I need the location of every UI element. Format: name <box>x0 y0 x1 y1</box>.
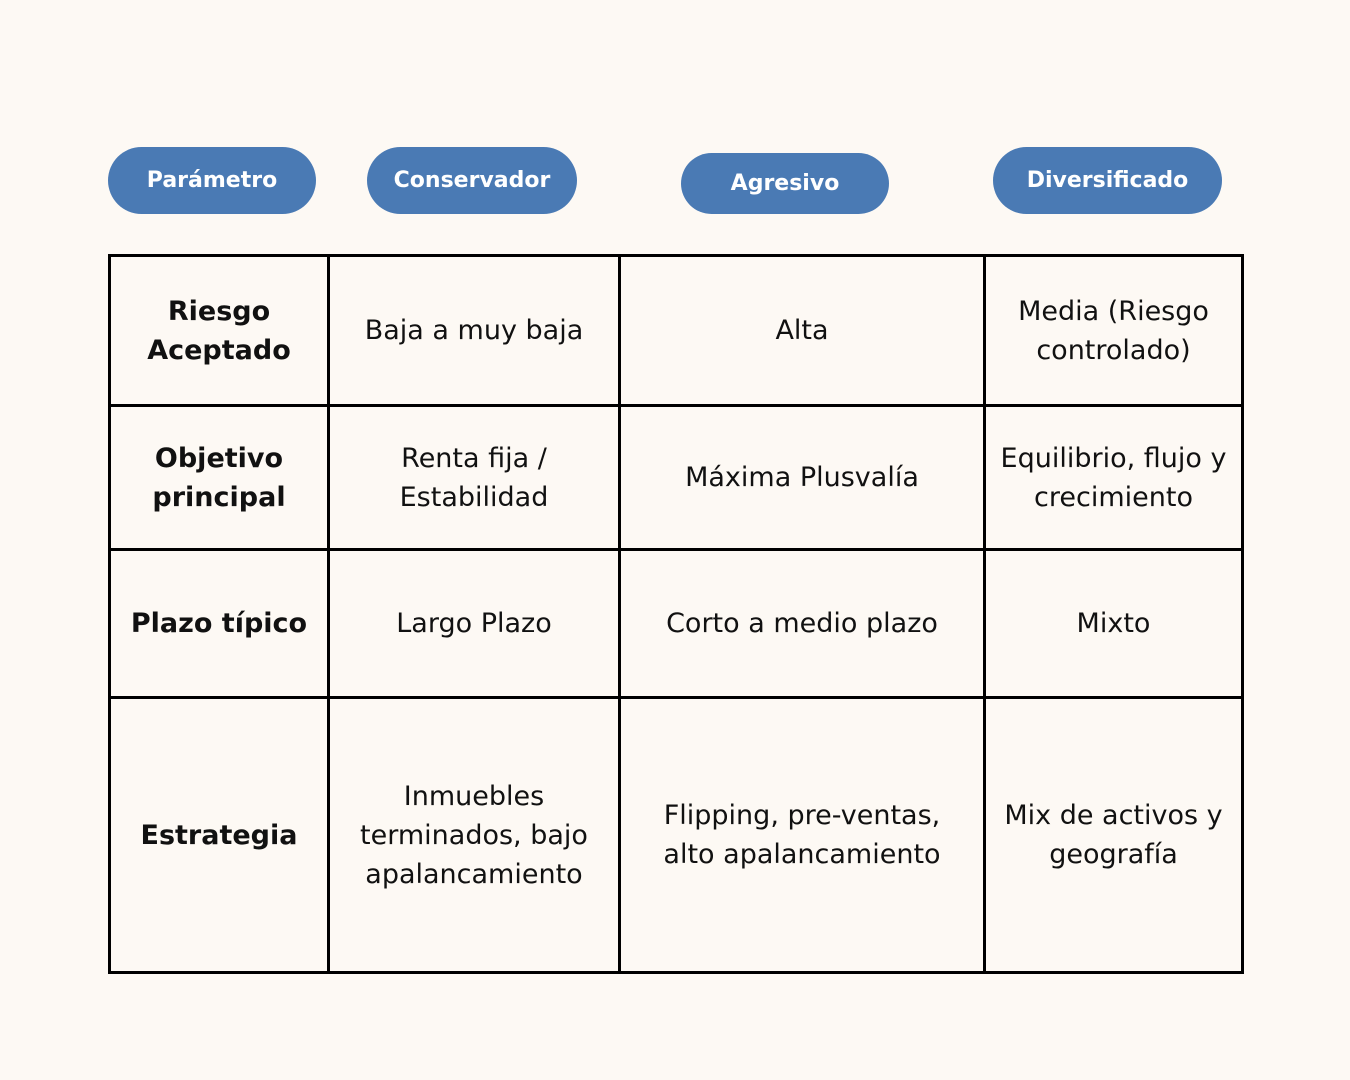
header-pill-conservador: Conservador <box>367 147 577 214</box>
table-row <box>110 406 1243 550</box>
cell-diversificado: Equilibrio, flujo y crecimiento <box>985 406 1243 550</box>
cell-conservador: Inmuebles terminados, bajo apalancamiento <box>329 698 620 973</box>
header-pill-agresivo: Agresivo <box>681 153 889 214</box>
table-row <box>110 698 1243 973</box>
cell-diversificado: Mix de activos y geografía <box>985 698 1243 973</box>
cell-agresivo: Corto a medio plazo <box>620 550 985 698</box>
comparison-table <box>108 254 1244 974</box>
cell-conservador: Largo Plazo <box>329 550 620 698</box>
cell-diversificado: Mixto <box>985 550 1243 698</box>
cell-conservador: Renta fija / Estabilidad <box>329 406 620 550</box>
cell-agresivo: Máxima Plusvalía <box>620 406 985 550</box>
table-row <box>110 550 1243 698</box>
header-pill-parametro: Parámetro <box>108 147 316 214</box>
row-header: Plazo típico <box>110 550 329 698</box>
cell-conservador: Baja a muy baja <box>329 256 620 406</box>
row-header: Riesgo Aceptado <box>110 256 329 406</box>
cell-agresivo: Alta <box>620 256 985 406</box>
cell-agresivo: Flipping, pre-ventas, alto apalancamiento <box>620 698 985 973</box>
table-row <box>110 256 1243 406</box>
row-header: Objetivo principal <box>110 406 329 550</box>
row-header: Estrategia <box>110 698 329 973</box>
header-pill-diversificado: Diversificado <box>993 147 1222 214</box>
cell-diversificado: Media (Riesgo controlado) <box>985 256 1243 406</box>
